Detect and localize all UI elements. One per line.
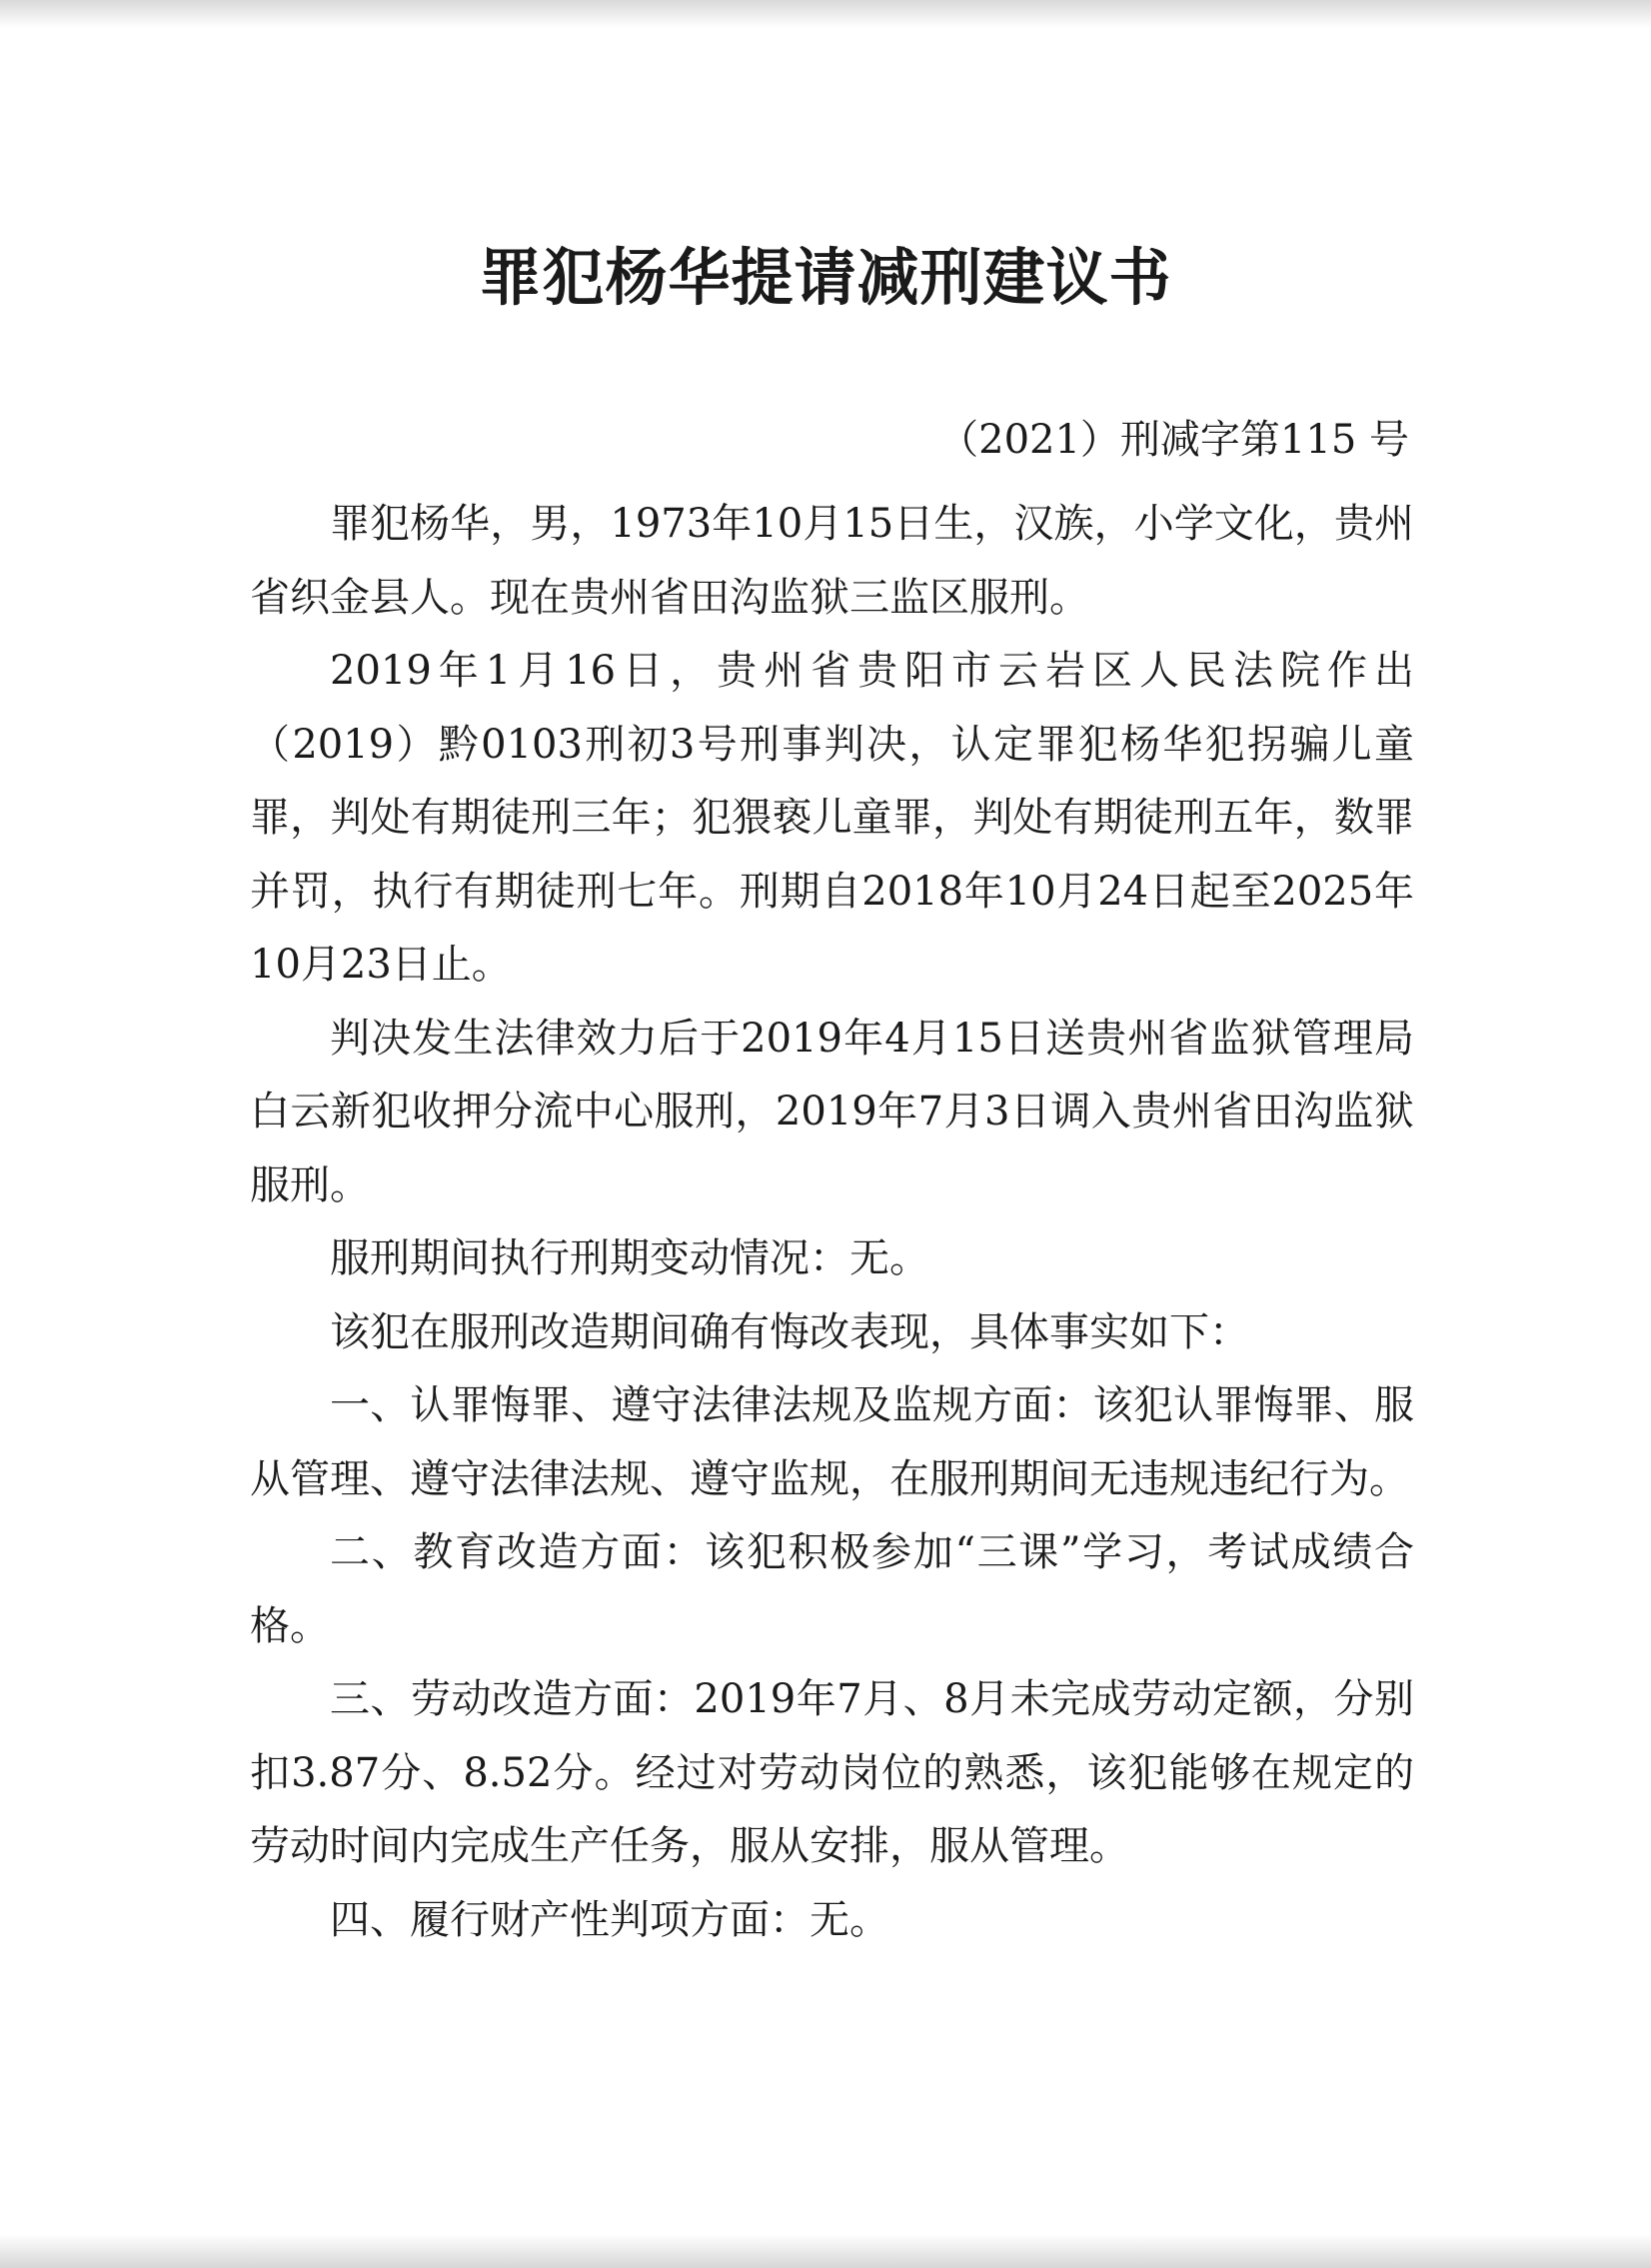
paragraph-education: 二、教育改造方面：该犯积极参加“三课”学习，考试成绩合格。 [250,1529,1414,1649]
scan-edge-top [0,0,1651,28]
document-number: （2021）刑减字第115 号 [938,417,1409,463]
scan-edge-bottom [0,2234,1651,2268]
paragraph-judgment: 2019年1月16日，贵州省贵阳市云岩区人民法院作出（2019）黔0103刑初3号刑事判决，认定罪犯杨华犯拐骗儿童罪，判处有期徒刑三年；犯猥亵儿童罪，判处有期徒刑五年，数罪并罚，执行有期徒刑七年。刑期自2018年10月24日起至2025年10月23日止。 [250,648,1414,988]
paragraph-compliance: 一、认罪悔罪、遵守法律法规及监规方面：该犯认罪悔罪、服从管理、遵守法律法规、遵守监规，在服刑期间无违规违纪行为。 [250,1382,1414,1502]
document-body [250,488,1414,1957]
paragraph-repentance-intro: 该犯在服刑改造期间确有悔改表现，具体事实如下： [330,1308,1249,1355]
paragraph-transfer: 判决发生法律效力后于2019年4月15日送贵州省监狱管理局白云新犯收押分流中心服刑，2019年7月3日调入贵州省田沟监狱服刑。 [250,1015,1414,1208]
paragraph-property: 四、履行财产性判项方面：无。 [330,1896,889,1943]
paragraph-labor: 三、劳动改造方面：2019年7月、8月未完成劳动定额，分别扣3.87分、8.52分。经过对劳动岗位的熟悉，该犯能够在规定的劳动时间内完成生产任务，服从安排，服从管理。 [250,1676,1414,1869]
paragraph-sentence-change: 服刑期间执行刑期变动情况：无。 [330,1235,929,1281]
paragraph-identity: 罪犯杨华，男，1973年10月15日生，汉族，小学文化，贵州省织金县人。现在贵州省田沟监狱三监区服刑。 [250,501,1414,621]
document-title: 罪犯杨华提请减刑建议书 [479,241,1172,314]
